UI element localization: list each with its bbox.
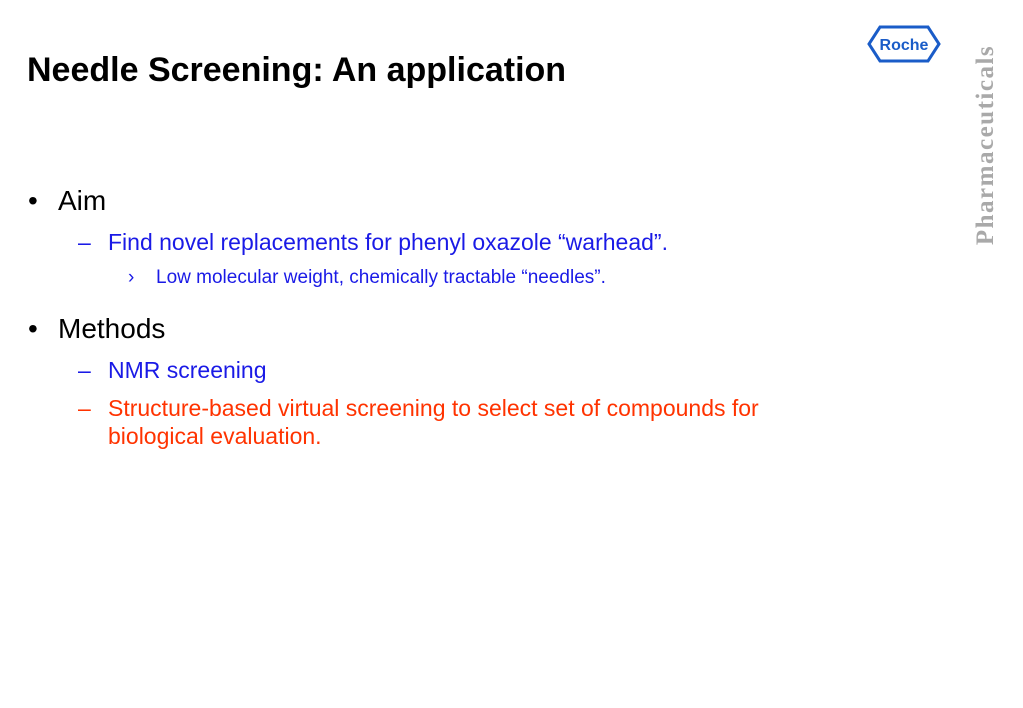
bullet-aim-sub-text: Find novel replacements for phenyl oxazole “warhead”. [108, 229, 668, 255]
bullet-aim-subsub-text: Low molecular weight, chemically tractable “needles”. [156, 267, 606, 288]
bullet-nmr-screening-text: NMR screening [108, 357, 267, 383]
bullet-aim-label: Aim [58, 185, 107, 216]
dash-marker: – [78, 357, 91, 383]
bullet-aim-sub [78, 228, 668, 256]
dash-marker: – [78, 229, 91, 255]
bullet-virtual-screening [78, 394, 759, 450]
bullet-methods [28, 313, 166, 345]
bullet-virtual-screening-line1: Structure-based virtual screening to select set of compounds for [108, 395, 759, 421]
slide-title: Needle Screening: An application [27, 51, 567, 89]
bullet-aim [28, 185, 107, 217]
bullet-virtual-screening-line2: biological evaluation. [108, 423, 322, 449]
bullet-marker: • [28, 185, 38, 216]
chevron-marker: › [128, 267, 135, 288]
dash-marker: – [78, 395, 91, 421]
bullet-nmr-screening [78, 356, 267, 384]
roche-logo [866, 24, 942, 64]
roche-logo-text: Roche [879, 37, 929, 54]
pharmaceuticals-side-text: Pharmaceuticals [972, 44, 999, 246]
bullet-methods-label: Methods [58, 313, 166, 344]
bullet-aim-subsub [128, 266, 606, 290]
bullet-marker: • [28, 313, 38, 344]
